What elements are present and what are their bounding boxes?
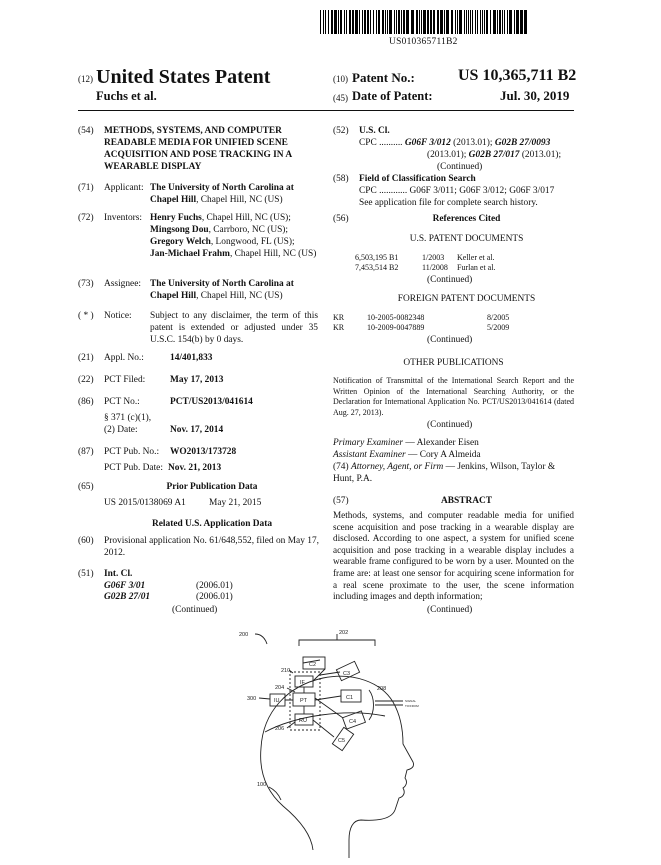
leader-206 [287,722,295,728]
barcode-bar [364,10,366,34]
barcode-bar [349,10,351,34]
code-56: (56) [333,214,349,224]
barcode-bar [486,10,488,34]
barcode-bar [437,10,439,34]
inventor: Henry Fuchs, Chapel Hill, NC (US); [150,213,291,223]
us-cl-cpc-cont: (2013.01); G02B 27/017 (2013.01); [427,150,562,160]
notice-label: Notice: [104,311,132,321]
code-22: (22) [78,375,94,385]
patent-date: Jul. 30, 2019 [500,88,570,103]
barcode-bar [446,10,449,34]
appl-no-label: Appl. No.: [104,353,144,363]
foreign-docs-heading: FOREIGN PATENT DOCUMENTS [397,294,536,304]
barcode-bar [427,10,429,34]
barcode-bar [459,10,462,34]
code-73: (73) [78,279,94,289]
prior-pub-date: May 21, 2015 [209,498,262,508]
appl-no: 14/401,833 [170,353,213,363]
barcode-bar [520,10,523,34]
barcode-bar [484,10,485,34]
barcode-bar [470,10,471,34]
inventors-list [150,212,325,260]
barcode-bar [466,10,467,34]
barcode-bar [464,10,465,34]
barcode-bar [389,10,392,34]
ref-200: 200 [239,632,249,638]
barcode-bar [334,10,337,34]
section-371-date-label: (2) Date: [104,425,138,435]
code-21: (21) [78,353,94,363]
code-87: (87) [78,447,94,457]
frame-bracket [299,640,375,646]
barcode-bar [338,10,339,34]
code-58: (58) [333,174,349,184]
pct-pub-no-label: PCT Pub. No.: [104,447,160,457]
label-signal: SIGNAL [405,699,417,703]
inventor: Gregory Welch, Longwood, FL (US); [150,237,295,247]
barcode-bar [320,10,321,34]
ref-208: 208 [377,686,387,692]
patent-number: US 10,365,711 B2 [458,67,577,84]
code-51: (51) [78,569,94,579]
other-pubs-heading: OTHER PUBLICATIONS [403,358,504,368]
barcode-bar [509,10,512,34]
representative-figure [225,620,455,858]
us-doc-row: 7,453,514 B2 11/2008 Furlan et al. [355,263,496,272]
code-72: (72) [78,213,94,223]
abstract-heading: ABSTRACT [440,496,493,506]
barcode-bar [482,10,483,34]
label-c2: C2 [309,662,317,668]
notice-text: Subject to any disclaimer, the term of this patent is extended or adjusted under 35 U.S.C. 154(b) by 0 days. [150,311,318,345]
field-search-see: See application file for complete search history. [359,198,538,208]
barcode-bar [325,10,326,34]
barcode-bar [376,10,377,34]
code-60: (60) [78,536,94,546]
date-label: Date of Patent: [352,89,433,103]
attorney: (74) Attorney, Agent, or Firm — Jenkins, Wilson, Taylor & Hunt, P.A. [333,462,556,484]
barcode-bar [480,10,481,34]
code-12: (12) [78,74,93,84]
section-371-label: § 371 (c)(1), [104,413,152,423]
pct-pub-date-label: PCT Pub. Date: [104,463,163,473]
ref-206: 206 [275,726,285,732]
barcode-bar [490,10,491,34]
barcode-bar [328,10,329,34]
display-208 [369,690,374,720]
applicant-label: Applicant: [104,183,144,193]
inventor: Mingsong Dou, Carrboro, NC (US); [150,225,289,235]
inventor: Jan-Michael Frahm, Chapel Hill, NC (US) [150,249,317,259]
pct-filed-label: PCT Filed: [104,375,146,385]
label-c4: C4 [349,719,357,725]
barcode-bar [499,10,501,34]
barcode-bar [411,10,414,34]
signal-lines [375,701,403,705]
barcode-bar [387,10,388,34]
prior-pub: US 2015/0138069 A1 [104,498,186,508]
ref-210: 210 [281,668,291,674]
int-cl-class: G02B 27/01 [104,592,151,602]
label-c1: C1 [346,695,354,701]
document-title: United States Patent [96,66,271,88]
barcode-bar [323,10,324,34]
barcode [320,10,528,34]
barcode-bar [440,10,443,34]
pct-no: PCT/US2013/041614 [170,397,253,407]
barcode-bar [344,10,345,34]
section-371-date: Nov. 17, 2014 [170,425,224,435]
barcode-bar [398,10,400,34]
barcode-bar [504,10,505,34]
barcode-bar [331,10,333,34]
us-cl-continued: (Continued) [437,162,483,172]
barcode-bar [394,10,395,34]
label-ru: RU [299,718,307,724]
barcode-bar [401,10,402,34]
assignee-label: Assignee: [104,279,141,289]
ref-204: 204 [275,685,285,691]
barcode-bar [444,10,445,34]
int-cl-class: G06F 3/01 [104,581,146,591]
inventor-short: Fuchs et al. [96,89,157,103]
barcode-bar [423,10,426,34]
abstract-continued: (Continued) [427,605,473,615]
barcode-bar [468,10,469,34]
int-cl-version: (2006.01) [196,581,233,591]
barcode-bar [419,10,420,34]
assignee: The University of North Carolina at Chapel Hill, Chapel Hill, NC (US) [150,279,294,301]
label-pt: PT [300,698,308,704]
barcode-bar [406,10,409,34]
barcode-bar [455,10,456,34]
prior-pub-heading: Prior Publication Data [166,482,258,492]
barcode-bar [507,10,508,34]
us-cl-heading: U.S. Cl. [359,126,390,136]
foreign-docs-continued: (Continued) [427,335,473,345]
barcode-bar [367,10,369,34]
assistant-examiner: Assistant Examiner — Cory A Almeida [333,450,481,460]
abstract-text: Methods, systems, and computer readable media for unified scene acquisition and pose tracking in a wearable display are disclosed. According to one aspect, a system for unified scene acquisition and pose tracking in a wearable display includes a wearable frame configured to be worn by a user. Mounted on the frame are: at least one sensor for acquiring scene information for a real scene proximate to the user, the scene information including images and depth information; [333,510,574,602]
code-52: (52) [333,126,349,136]
pct-filed: May 17, 2013 [170,375,224,385]
head-outline [261,676,417,858]
label-c5: C5 [338,738,346,744]
barcode-bar [346,10,347,34]
barcode-bar [502,10,503,34]
patent-number-code: US010365711B2 [389,37,458,47]
code-57: (57) [333,496,349,506]
barcode-bar [514,10,515,34]
barcode-bar [355,10,358,34]
provisional-application: Provisional application No. 61/648,552, filed on May 17, 2012. [104,536,319,558]
us-cl-cpc: CPC .......... G06F 3/012 (2013.01); G02B 27/0093 [359,138,551,148]
barcode-bar [493,10,496,34]
barcode-bar [340,10,342,34]
barcode-bar [421,10,422,34]
barcode-bar [359,10,360,34]
barcode-bar [433,10,435,34]
code-45: (45) [333,93,348,103]
barcode-bar [403,10,405,34]
barcode-bar [382,10,384,34]
barcode-bar [524,10,527,34]
foreign-doc-row: KR 10-2009-0047889 5/2009 [333,323,510,332]
barcode-bar [352,10,354,34]
barcode-bar [362,10,363,34]
ref-300: 300 [247,696,257,702]
other-pubs-text: Notification of Transmittal of the International Search Report and the Written Opinion of the International Searching Authority, or the Declaration for International Application No. PCT/US2013/041614 (dated Aug. 27, 2013). [333,376,574,417]
barcode-bar [472,10,473,34]
leader-300 [259,698,270,699]
barcode-bar [416,10,418,34]
code-86: (86) [78,397,94,407]
other-pubs-continued: (Continued) [427,420,473,430]
us-docs-continued: (Continued) [427,275,473,285]
barcode-bar [370,10,371,34]
foreign-doc-row: KR 10-2005-0082348 8/2005 [333,313,510,322]
leader-200 [255,634,267,644]
barcode-bar [457,10,458,34]
barcode-bar [477,10,478,34]
related-heading: Related U.S. Application Data [151,519,273,529]
ref-202: 202 [339,630,349,636]
field-search-heading: Field of Classification Search [359,174,476,184]
int-cl-version: (2006.01) [196,592,233,602]
code-65: (65) [78,482,94,492]
references-heading: References Cited [432,214,501,224]
ref-100: 100 [257,782,267,788]
field-search-cpc: CPC ............ G06F 3/011; G06F 3/012; G06F 3/017 [359,186,555,196]
connections [285,660,343,737]
applicant: The University of North Carolina at Chapel Hill, Chapel Hill, NC (US) [150,183,294,205]
label-if: IF [300,680,305,686]
inventors-label: Inventors: [104,213,143,223]
primary-examiner: Primary Examiner — Alexander Eisen [333,438,479,448]
code-71: (71) [78,183,94,193]
barcode-bar [385,10,386,34]
pct-pub-date: Nov. 21, 2013 [168,463,222,473]
barcode-bar [516,10,519,34]
barcode-bar [378,10,380,34]
label-c3: C3 [343,671,351,677]
barcode-bar [497,10,498,34]
invention-title: METHODS, SYSTEMS, AND COMPUTER READABLE MEDIA FOR UNIFIED SCENE ACQUISITION AND POSE TRACKING IN A WEARABLE DISPLAY [104,126,292,172]
notice-code: ( * ) [78,311,94,321]
barcode-bar [430,10,432,34]
us-doc-row: 6,503,195 B1 1/2003 Keller et al. [355,253,495,262]
code-10: (10) [333,74,348,84]
us-patent-docs-heading: U.S. PATENT DOCUMENTS [409,234,524,244]
barcode-bar [396,10,397,34]
int-cl-continued: (Continued) [172,605,218,615]
patent-no-label: Patent No.: [352,70,415,85]
code-54: (54) [78,126,94,136]
int-cl-heading: Int. Cl. [104,569,133,579]
pct-pub-no: WO2013/173728 [170,447,237,457]
barcode-bar [475,10,476,34]
barcode-bar [451,10,453,34]
pct-no-label: PCT No.: [104,397,140,407]
header-rule [78,110,574,111]
label-to-from: TO/FROM [405,704,419,708]
label-iu: IU [274,698,280,704]
barcode-bar [373,10,374,34]
